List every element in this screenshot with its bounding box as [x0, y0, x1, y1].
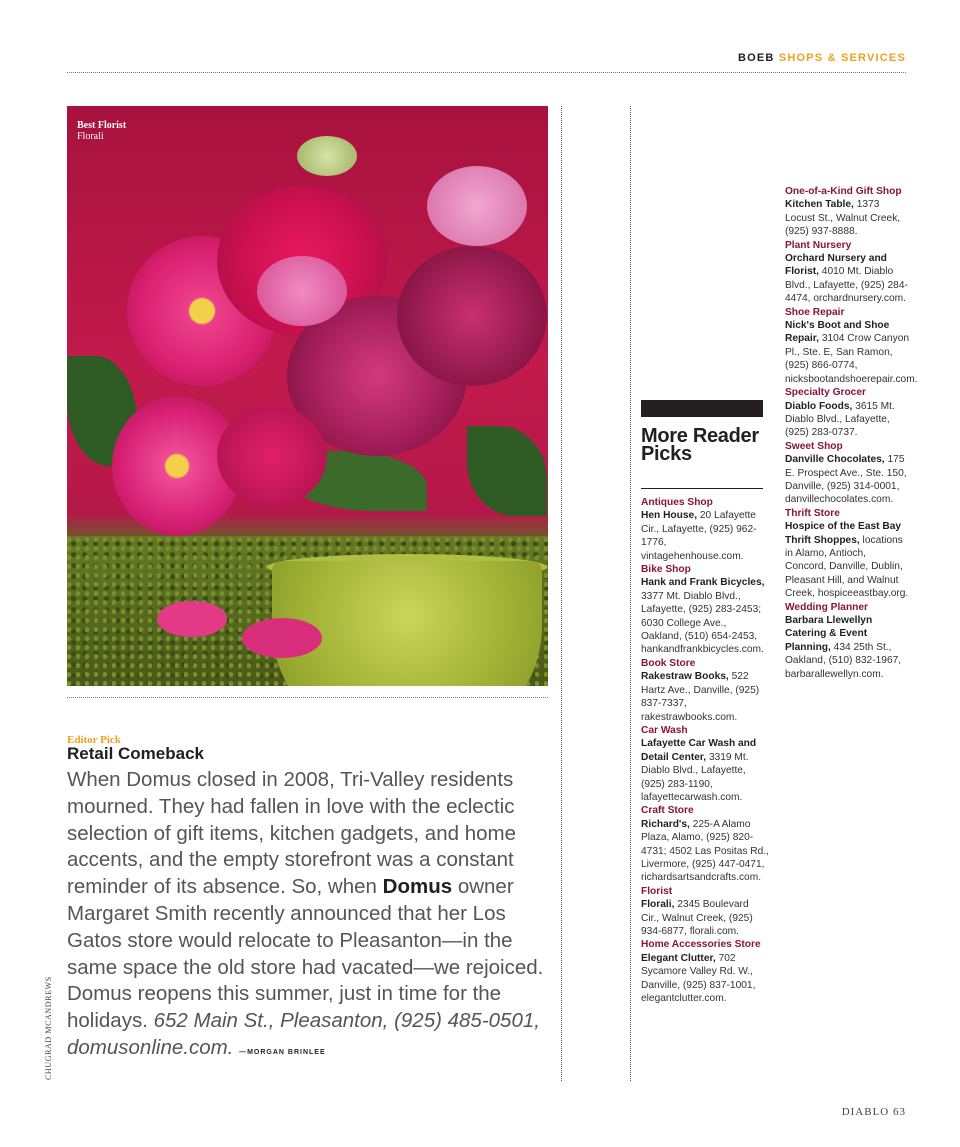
pick-entry — [641, 724, 769, 804]
pick-details: locations in Alamo, Antioch, Concord, Danville, Dublin, Pleasant Hill, and Walnut Creek, hospiceeastbay.org. — [785, 534, 909, 600]
photo-credit: CHUGRAD MCANDREWS — [44, 976, 53, 1080]
pick-entry — [785, 601, 910, 681]
pick-entry — [641, 563, 769, 657]
pick-business-name: Richard's, — [641, 818, 690, 830]
green-vase — [272, 561, 542, 686]
pick-details: 522 Hartz Ave., Danville, (925) 837-7337, rakestrawbooks.com. — [641, 671, 760, 723]
editor-pick-label: Editor Pick — [67, 734, 121, 746]
pick-business-name: Florali, — [641, 899, 675, 911]
pick-details: 3377 Mt. Diablo Blvd., Lafayette, (925) 283-2453; 6030 College Ave., Oakland, (510) 654-2453, hankandfrankbicycles.com. — [641, 590, 764, 656]
story-byline: —MORGAN BRINLEE — [239, 1048, 326, 1056]
pick-business-name: Nick's Boot and Shoe Repair, — [785, 320, 890, 345]
pick-category: Shoe Repair — [785, 306, 845, 318]
column-divider — [630, 106, 631, 1081]
story-body-part-1: When Domus closed in 2008, Tri-Valley residents mourned. They had fallen in love with the eclectic selection of gift items, kitchen gadgets, and home accents, and the empty storefront was a constant reminder of its absence. So, when — [67, 768, 516, 899]
leaf — [467, 426, 547, 516]
photo-rule — [67, 697, 548, 698]
picks-list-right — [785, 185, 918, 681]
pick-business-name: Danville Chocolates, — [785, 454, 885, 466]
magazine-section-brand: BOEB — [737, 52, 775, 64]
page-folio: DIABLO 63 — [841, 1106, 906, 1118]
pick-entry — [641, 496, 769, 563]
pick-entry — [785, 440, 910, 507]
pick-category: Specialty Grocer — [785, 387, 866, 399]
pick-details: 434 25th St., Oakland, (510) 832-1967, barbarallewellyn.com. — [785, 641, 902, 680]
pick-entry — [641, 885, 769, 939]
pick-category: Craft Store — [641, 805, 694, 817]
pick-category: Bike Shop — [641, 564, 691, 576]
column-divider — [561, 106, 562, 1081]
rose-bloom — [217, 406, 327, 506]
pick-details: 3615 Mt. Diablo Blvd., Lafayette, (925) 283-0737. — [785, 400, 895, 439]
fallen-petal — [242, 618, 322, 658]
pick-business-name: Barbara Llewellyn Catering & Event Planning, — [785, 615, 873, 653]
photo-caption-name: Florali — [77, 131, 104, 142]
pick-category: Book Store — [641, 657, 696, 669]
sweet-pea-bloom — [257, 256, 347, 326]
picks-rule — [641, 488, 763, 489]
pick-details: 2345 Boulevard Cir., Walnut Creek, (925) 934-6877, florali.com. — [641, 899, 753, 937]
pick-business-name: Hank and Frank Bicycles, — [641, 577, 765, 589]
story-body — [67, 767, 557, 1067]
section-name: SHOPS & SERVICES — [778, 52, 906, 64]
pick-details: 3319 Mt. Diablo Blvd., Lafayette, (925) 283-1190, lafayettecarwash.com. — [641, 751, 749, 803]
pick-entry — [785, 386, 910, 440]
story-address: 652 Main St., Pleasanton, (925) 485-0501, domusonline.com. — [67, 1009, 540, 1059]
picks-header-bar — [641, 400, 763, 417]
pick-business-name: Diablo Foods, — [785, 400, 853, 412]
pick-category: Antiques Shop — [641, 497, 713, 508]
florist-photo — [67, 106, 548, 686]
pick-entry — [785, 185, 910, 239]
pick-category: Plant Nursery — [785, 239, 852, 251]
pick-category: Home Accessories Store — [641, 939, 761, 951]
pick-business-name: Hospice of the East Bay Thrift Shoppes, — [785, 521, 902, 546]
pick-business-name: Rakestraw Books, — [641, 671, 729, 683]
story-title: Retail Comeback — [67, 744, 204, 763]
fallen-petal — [157, 601, 227, 637]
pick-category: One-of-a-Kind Gift Shop — [785, 186, 902, 197]
peony-bloom — [397, 246, 547, 386]
picks-title: More Reader Picks — [641, 425, 759, 465]
picks-list-left — [641, 496, 769, 1005]
pick-business-name: Orchard Nursery and Florist, — [785, 253, 887, 278]
pick-category: Sweet Shop — [785, 440, 843, 452]
pick-details: 1373 Locust St., Walnut Creek, (925) 937-8888. — [785, 199, 901, 238]
pick-details: 225-A Alamo Plaza, Alamo, (925) 820-4731; 4502 Las Positas Rd., Livermore, (925) 447-0471, richardsartsandcrafts.com. — [641, 818, 769, 884]
pick-entry — [641, 938, 769, 1005]
pick-entry — [785, 239, 910, 306]
pick-category: Wedding Planner — [785, 601, 869, 613]
story-body-part-2: owner Margaret Smith recently announced that her Los Gatos store would relocate to Pleasanton—in the same space the old store had vacated—we rejoiced. Domus reopens this summer, just in time for the holidays. — [67, 875, 544, 1033]
pick-details: 175 E. Prospect Ave., Ste. 150, Danville, (925) 314-0001, danvillechocolates.com. — [785, 454, 907, 506]
pick-entry — [641, 804, 769, 884]
sweet-pea-bloom — [427, 166, 527, 246]
photo-caption-title: Best Florist — [77, 120, 127, 131]
section-header — [738, 52, 906, 64]
pick-details: 702 Sycamore Valley Rd. W., Danville, (925) 837-1001, elegantclutter.com. — [641, 952, 756, 1005]
story-body-bold-name: Domus — [382, 875, 453, 899]
pick-category: Thrift Store — [785, 507, 840, 519]
pick-details: 20 Lafayette Cir., Lafayette, (925) 962-1776, vintagehenhouse.com. — [641, 510, 757, 562]
pick-entry — [785, 306, 918, 386]
pick-details: 4010 Mt. Diablo Blvd., Lafayette, (925) 284-4474, orchardnursery.com. — [785, 266, 908, 305]
pick-entry — [641, 657, 769, 724]
pick-entry — [785, 507, 910, 601]
pick-business-name: Elegant Clutter, — [641, 952, 716, 964]
pick-business-name: Lafayette Car Wash and Detail Center, — [641, 738, 757, 763]
pick-category: Florist — [641, 885, 673, 897]
pick-business-name: Hen House, — [641, 510, 698, 522]
pick-details: 3104 Crow Canyon Pl., Ste. E, San Ramon, (925) 866-0774, nicksbootandshoerepair.com. — [785, 333, 918, 385]
pick-category: Car Wash — [641, 724, 688, 736]
flower-bud — [297, 136, 357, 176]
photo-caption — [77, 120, 126, 142]
header-rule — [67, 72, 906, 73]
pick-business-name: Kitchen Table, — [785, 199, 854, 211]
